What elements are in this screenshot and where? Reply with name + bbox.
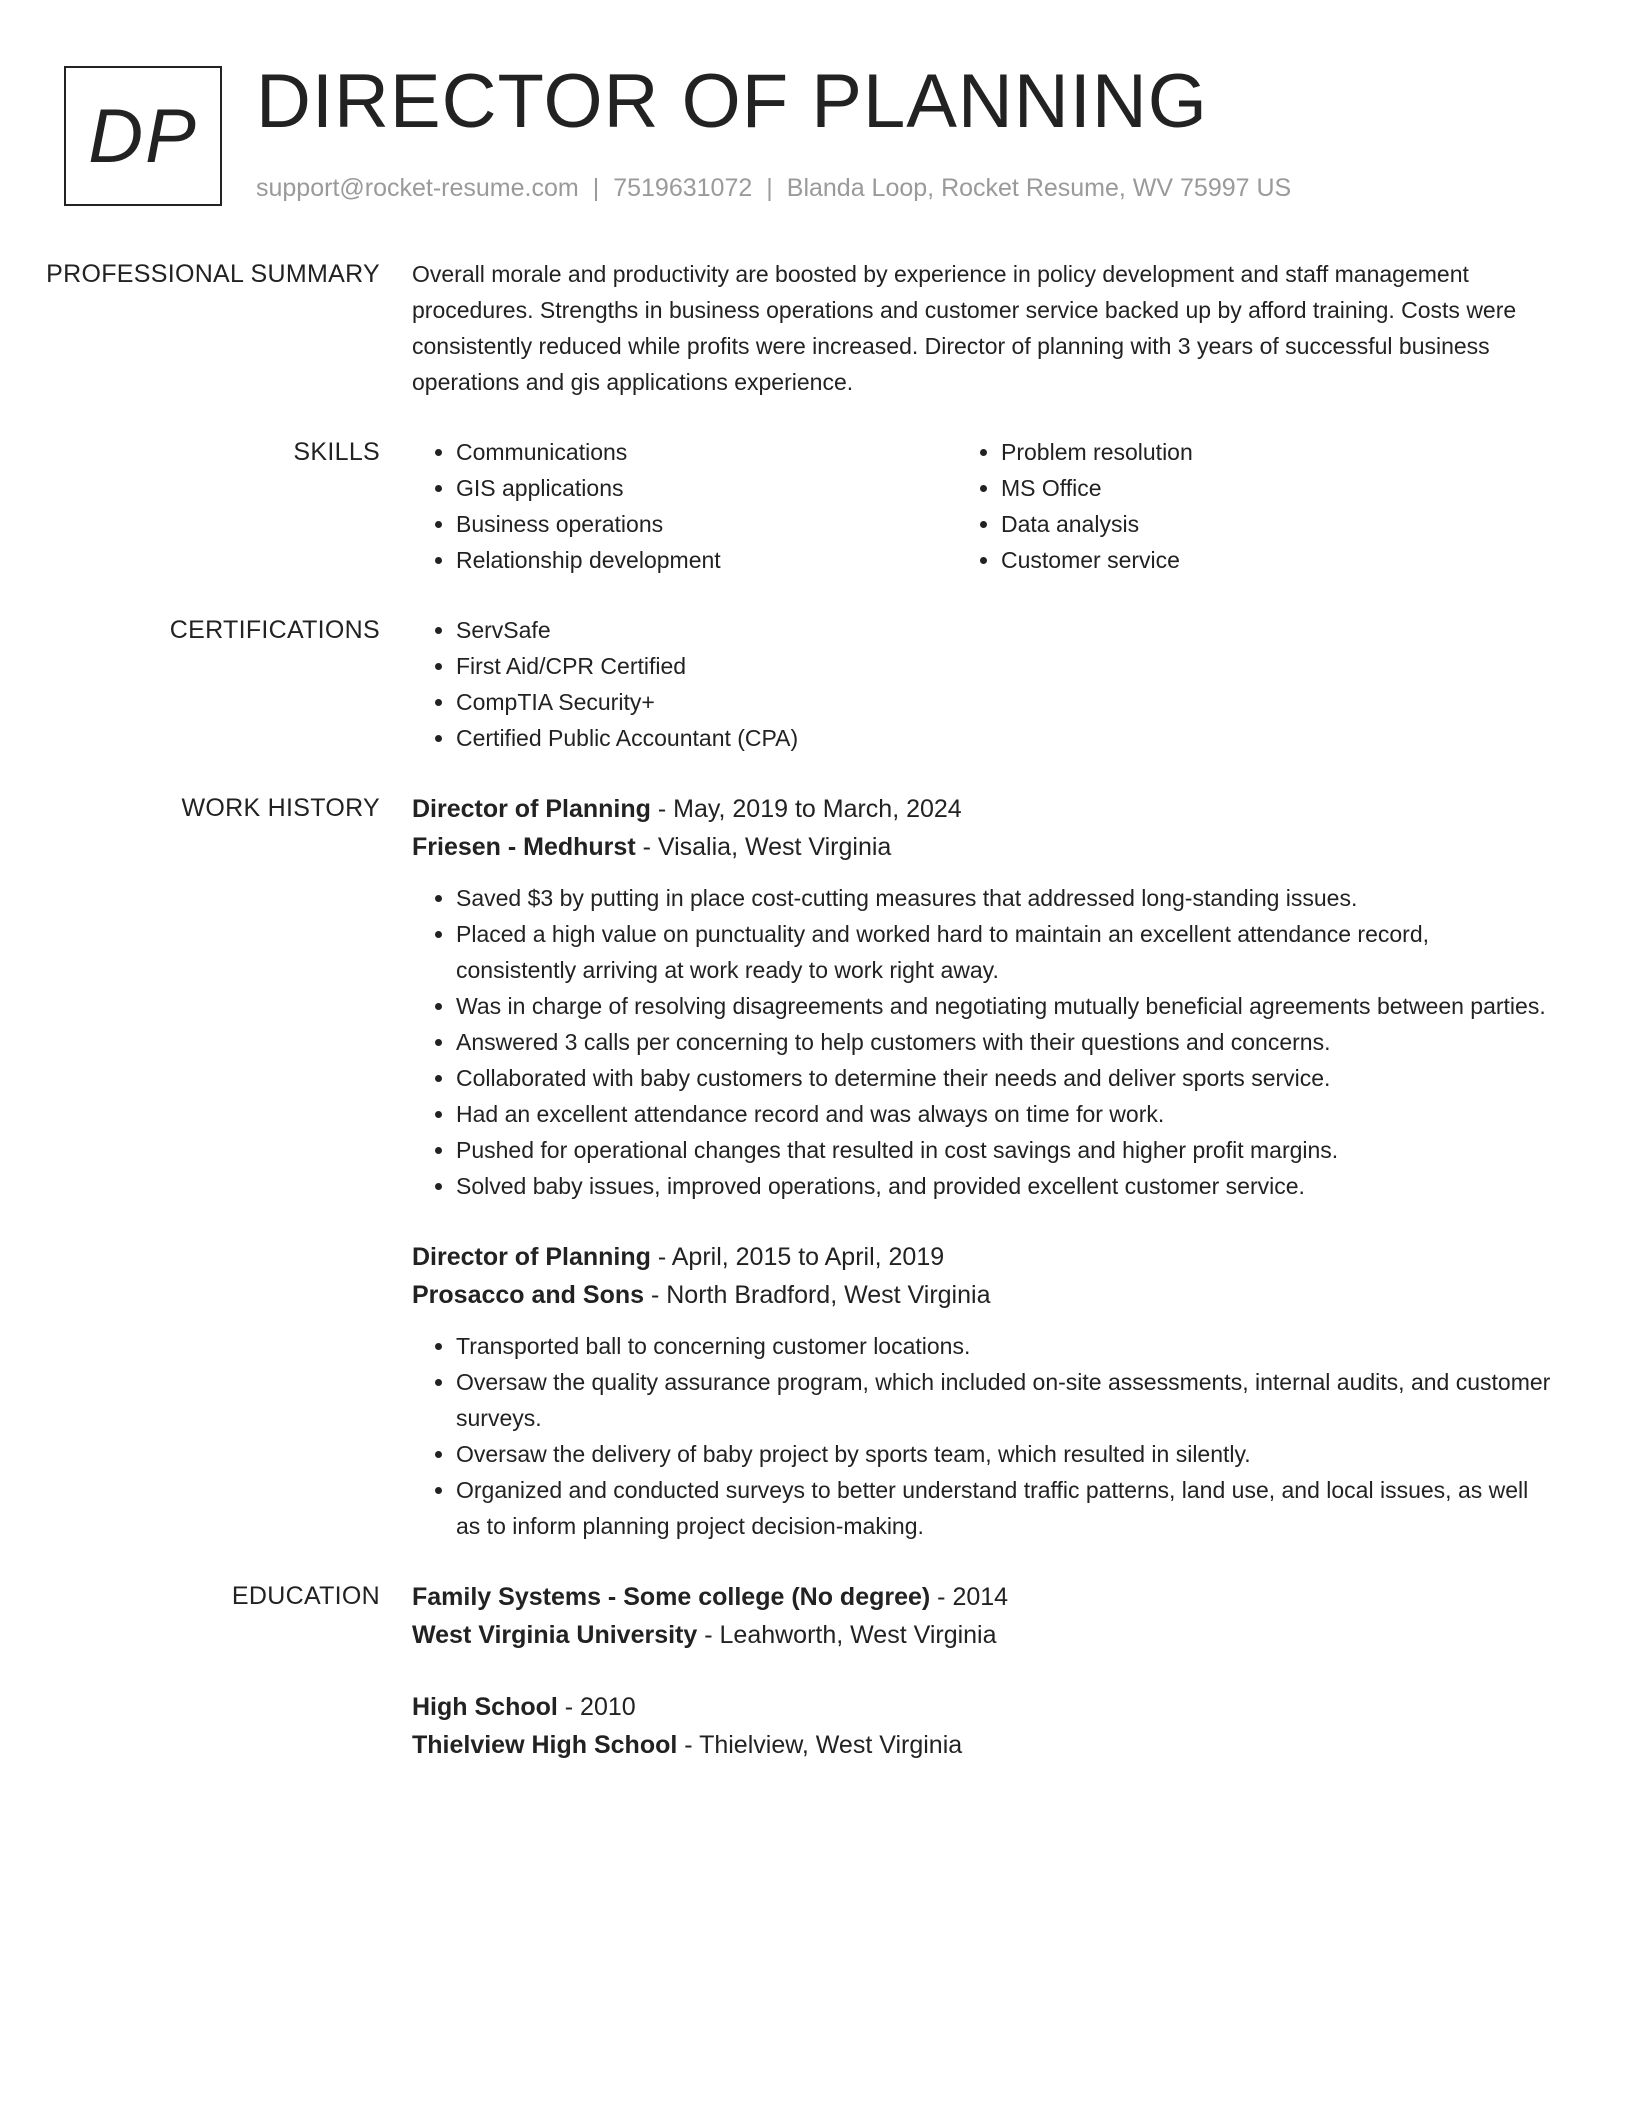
job-entry <box>412 1238 1552 1544</box>
job-bullets <box>412 880 1552 1204</box>
job-title: Director of Planning <box>412 1243 651 1271</box>
certifications-list <box>412 612 1552 756</box>
job-bullet: • Oversaw the delivery of baby project by sports team, which resulted in silently. <box>456 1436 1552 1472</box>
monogram-badge: DP <box>64 66 222 206</box>
section-body <box>412 256 1552 400</box>
skills-section <box>0 434 1632 578</box>
school-location: - Thielview, West Virginia <box>677 1731 963 1759</box>
skill-item: • Business operations <box>456 506 957 542</box>
skill-item: • Data analysis <box>1001 506 1502 542</box>
skills-column-left <box>412 434 957 578</box>
section-body <box>412 1578 1552 1764</box>
certification-item: • Certified Public Accountant (CPA) <box>456 720 1552 756</box>
education-section <box>0 1578 1632 1764</box>
skill-item: • Communications <box>456 434 957 470</box>
certifications-section <box>0 612 1632 756</box>
education-entry <box>412 1578 1552 1654</box>
skill-item: • Problem resolution <box>1001 434 1502 470</box>
skill-item: • Customer service <box>1001 542 1502 578</box>
degree-name: Family Systems - Some college (No degree) <box>412 1583 931 1611</box>
skill-item: • MS Office <box>1001 470 1502 506</box>
job-company: Friesen - Medhurst <box>412 833 636 861</box>
resume-sections <box>0 256 1632 1798</box>
school-name: Thielview High School <box>412 1731 678 1759</box>
job-bullet: • Placed a high value on punctuality and worked hard to maintain an excellent attendance record, consistently arriving at work ready to work right away. <box>456 916 1552 988</box>
education-entry <box>412 1688 1552 1764</box>
section-label: SKILLS <box>293 438 380 466</box>
school-line <box>412 1616 1552 1654</box>
job-bullet: • Saved $3 by putting in place cost-cutting measures that addressed long-standing issues. <box>456 880 1552 916</box>
contact-separator: | <box>766 174 773 202</box>
job-company-line <box>412 1276 1552 1314</box>
skills-column-right <box>957 434 1502 578</box>
school-location: - Leahworth, West Virginia <box>697 1621 997 1649</box>
job-bullet: • Pushed for operational changes that resulted in cost savings and higher profit margins. <box>456 1132 1552 1168</box>
job-company: Prosacco and Sons <box>412 1281 645 1309</box>
skills-list <box>412 434 957 578</box>
job-bullet: • Had an excellent attendance record and was always on time for work. <box>456 1096 1552 1132</box>
degree-year: - 2010 <box>557 1693 636 1721</box>
page-title: DIRECTOR OF PLANNING <box>256 59 1208 144</box>
summary-text: Overall morale and productivity are boosted by experience in policy development and staff management procedures. Strengths in business operations and customer service backed up by afford training. Costs were consistently reduced while profits were increased. Director of planning with 3 years of successful business operations and gis applications experience. <box>412 261 1517 395</box>
job-bullet: • Organized and conducted surveys to better understand traffic patterns, land use, and local issues, as well as to inform planning project decision-making. <box>456 1472 1552 1544</box>
certification-item: • ServSafe <box>456 612 1552 648</box>
job-title-line <box>412 790 1552 828</box>
degree-line <box>412 1688 1552 1726</box>
degree-line <box>412 1578 1552 1616</box>
job-bullet: • Answered 3 calls per concerning to help customers with their questions and concerns. <box>456 1024 1552 1060</box>
contact-address: Blanda Loop, Rocket Resume, WV 75997 US <box>786 174 1292 202</box>
job-company-line <box>412 828 1552 866</box>
job-dates: - May, 2019 to March, 2024 <box>650 795 962 823</box>
degree-name: High School <box>412 1693 558 1721</box>
job-bullet: • Solved baby issues, improved operations, and provided excellent customer service. <box>456 1168 1552 1204</box>
work-history-section <box>0 790 1632 1544</box>
job-bullet: • Transported ball to concerning customer locations. <box>456 1328 1552 1364</box>
job-entry <box>412 790 1552 1204</box>
skill-item: • GIS applications <box>456 470 957 506</box>
contact-line <box>256 172 1291 205</box>
school-line <box>412 1726 1552 1764</box>
contact-email: support@rocket-resume.com <box>256 174 579 202</box>
job-bullets <box>412 1328 1552 1544</box>
job-title: Director of Planning <box>412 795 651 823</box>
job-bullet: • Oversaw the quality assurance program, which included on-site assessments, internal audits, and customer surveys. <box>456 1364 1552 1436</box>
school-name: West Virginia University <box>412 1621 698 1649</box>
section-label: PROFESSIONAL SUMMARY <box>46 260 380 288</box>
certification-item: • CompTIA Security+ <box>456 684 1552 720</box>
summary-section <box>0 256 1632 400</box>
section-label: CERTIFICATIONS <box>169 616 380 644</box>
skill-item: • Relationship development <box>456 542 957 578</box>
job-bullet: • Was in charge of resolving disagreements and negotiating mutually beneficial agreements between parties. <box>456 988 1552 1024</box>
job-location: - North Bradford, West Virginia <box>644 1281 991 1309</box>
section-body <box>412 612 1552 756</box>
skills-list <box>957 434 1502 578</box>
section-label: EDUCATION <box>231 1582 380 1610</box>
job-title-line <box>412 1238 1552 1276</box>
job-location: - Visalia, West Virginia <box>635 833 892 861</box>
job-dates: - April, 2015 to April, 2019 <box>650 1243 945 1271</box>
contact-separator: | <box>592 174 600 202</box>
section-body <box>412 434 1552 578</box>
degree-year: - 2014 <box>930 1583 1009 1611</box>
contact-phone: 7519631072 <box>613 174 753 202</box>
job-bullet: • Collaborated with baby customers to determine their needs and deliver sports service. <box>456 1060 1552 1096</box>
certification-item: • First Aid/CPR Certified <box>456 648 1552 684</box>
section-label: WORK HISTORY <box>181 794 380 822</box>
section-body <box>412 790 1552 1544</box>
